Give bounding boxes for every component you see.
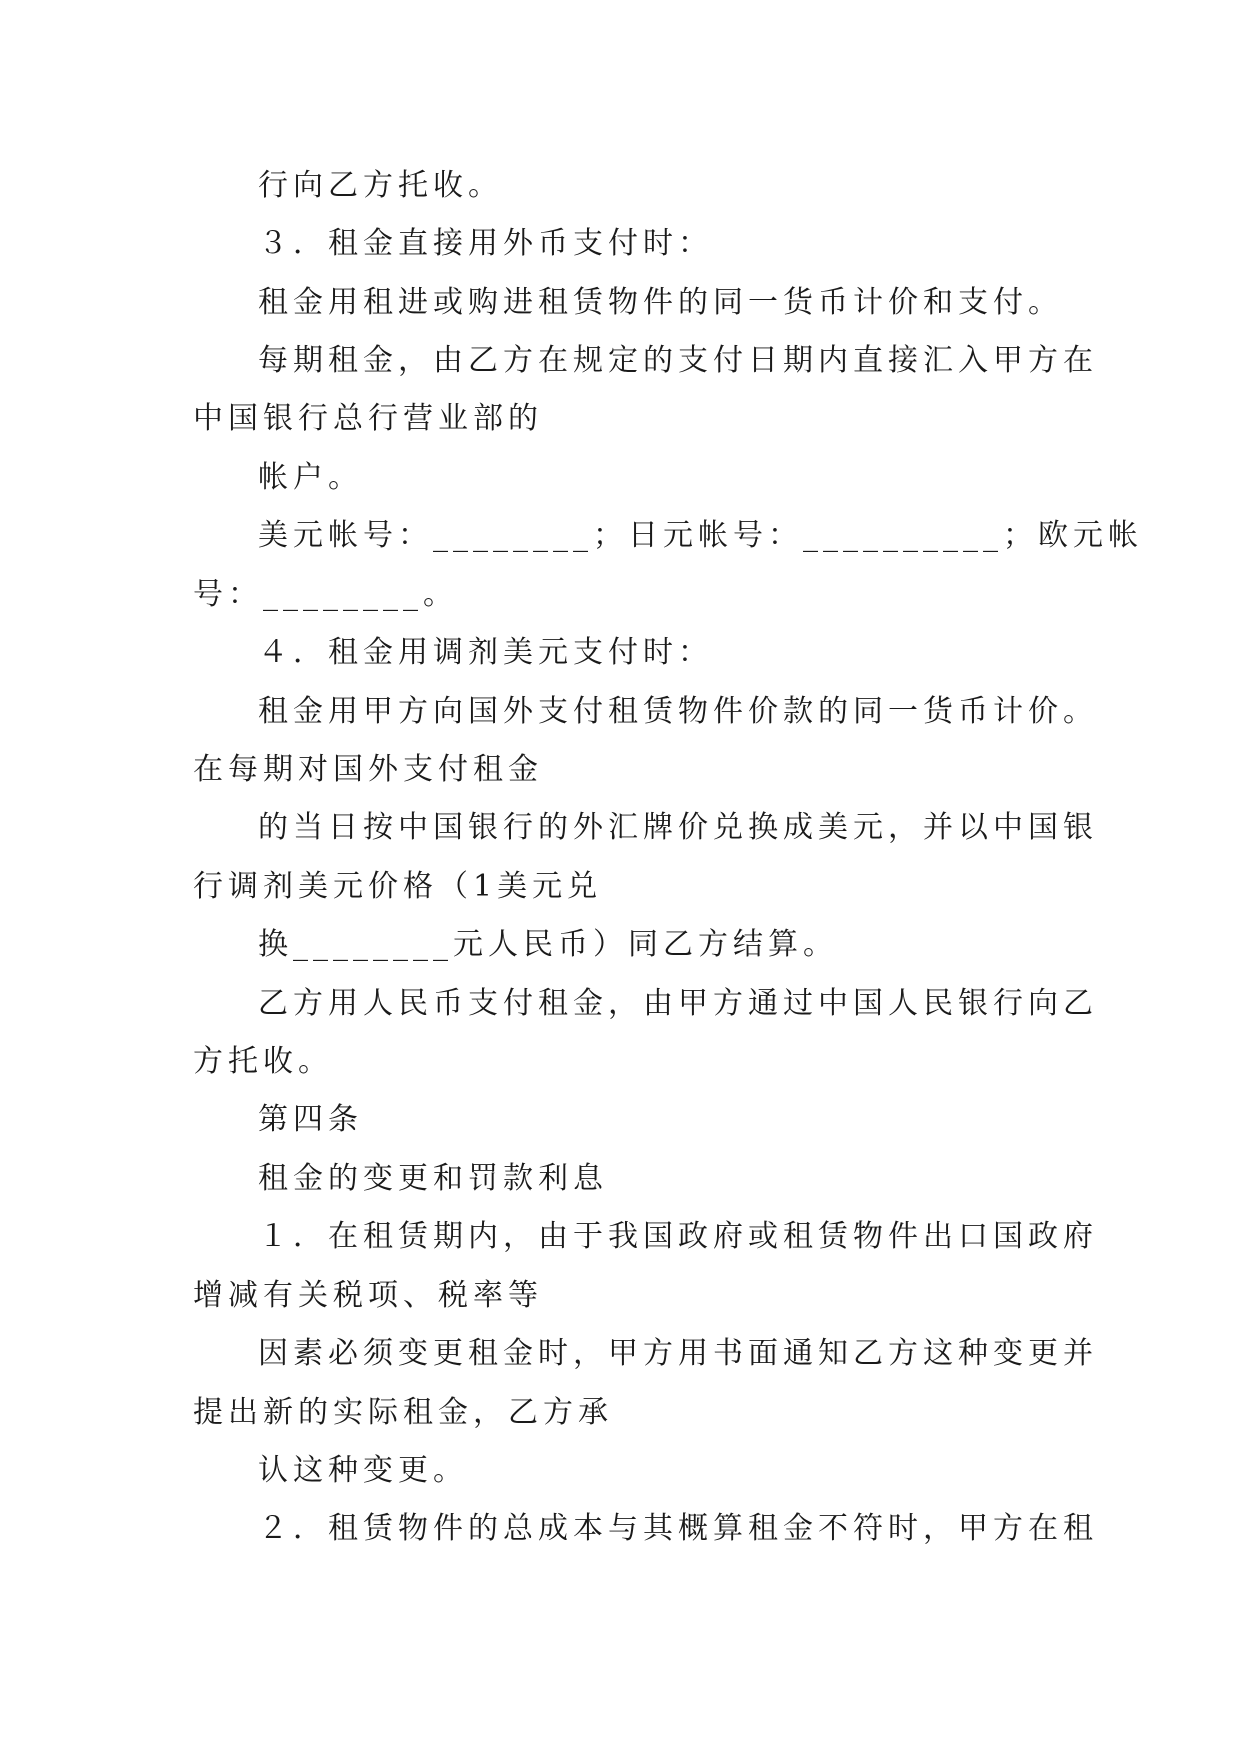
text-line: 的当日按中国银行的外汇牌价兑换成美元，并以中国银 — [258, 810, 1098, 845]
text-line: 因素必须变更租金时，甲方用书面通知乙方这种变更并 — [258, 1336, 1098, 1371]
text-line: 行调剂美元价格（1美元兑 — [193, 869, 603, 904]
text-line: ４．租金用调剂美元支付时： — [258, 635, 713, 670]
text-line: 租金用租进或购进租赁物件的同一货币计价和支付。 — [258, 285, 1063, 320]
text-line: ３．租金直接用外币支付时： — [258, 226, 713, 261]
text-line: 每期租金，由乙方在规定的支付日期内直接汇入甲方在 — [258, 343, 1098, 378]
text-line: 提出新的实际租金，乙方承 — [193, 1395, 613, 1430]
section-title: 租金的变更和罚款利息 — [258, 1161, 608, 1196]
section-heading: 第四条 — [258, 1102, 363, 1137]
text-line: 中国银行总行营业部的 — [193, 401, 543, 436]
text-line: 增减有关税项、税率等 — [193, 1278, 543, 1313]
text-line: 在每期对国外支付租金 — [193, 752, 543, 787]
text-line: 帐户。 — [258, 460, 363, 495]
text-line: 行向乙方托收。 — [258, 168, 503, 203]
text-line: １．在租赁期内，由于我国政府或租赁物件出口国政府 — [258, 1219, 1098, 1254]
text-line: 认这种变更。 — [258, 1453, 468, 1488]
text-line: 换________元人民币）同乙方结算。 — [258, 927, 838, 962]
text-line: 方托收。 — [193, 1044, 333, 1079]
text-line: 乙方用人民币支付租金，由甲方通过中国人民银行向乙 — [258, 986, 1098, 1021]
text-line: 租金用甲方向国外支付租赁物件价款的同一货币计价。 — [258, 694, 1098, 729]
text-line: 美元帐号：________；日元帐号：__________；欧元帐 — [258, 518, 1143, 553]
text-line: 号：________。 — [193, 577, 458, 612]
text-line: ２．租赁物件的总成本与其概算租金不符时，甲方在租 — [258, 1511, 1098, 1546]
